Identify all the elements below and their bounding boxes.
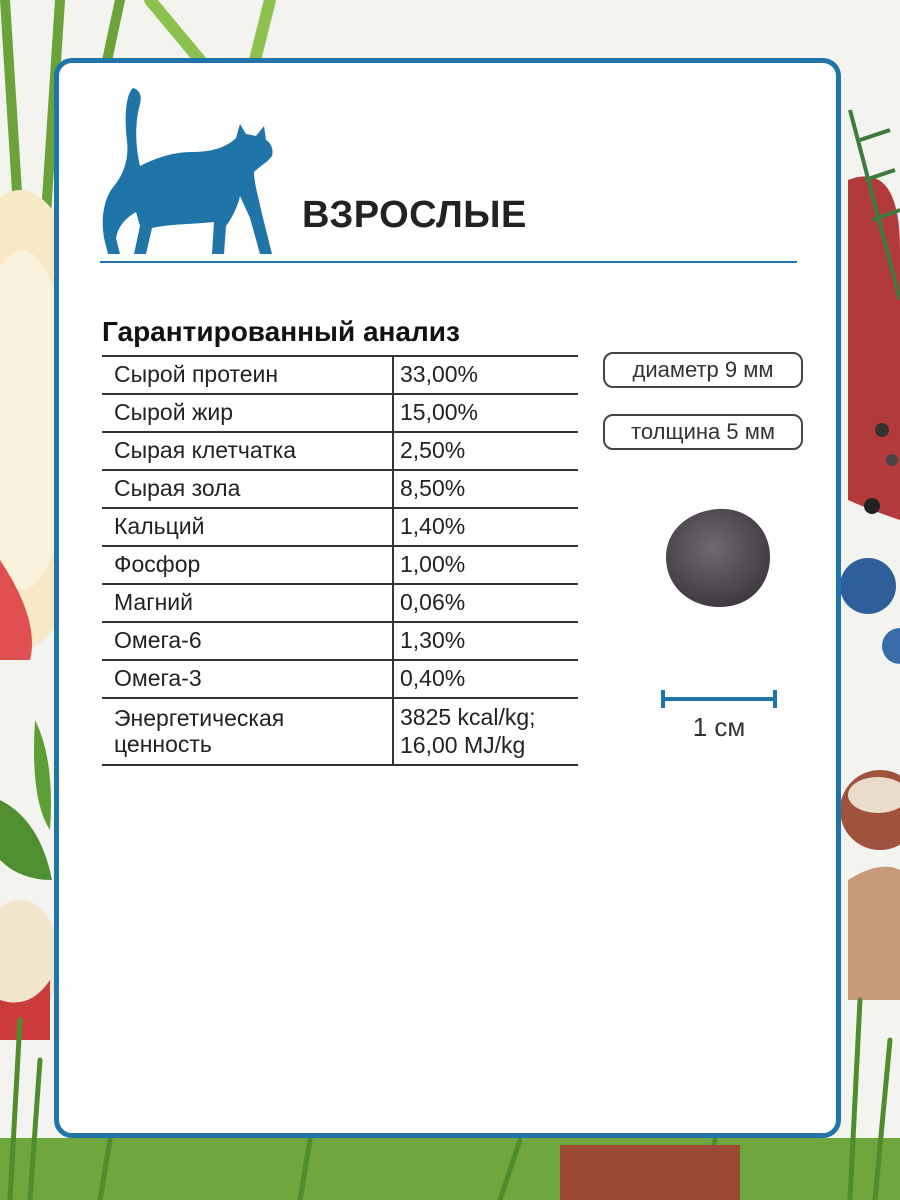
scale-label: 1 см — [692, 712, 746, 742]
nutrient-value: 2,50% — [393, 432, 578, 470]
cat-silhouette-icon — [100, 86, 285, 261]
table-row — [102, 660, 578, 698]
analysis-title: Гарантированный анализ — [102, 316, 460, 347]
nutrient-value: 33,00% — [393, 356, 578, 394]
nutrient-value: 8,50% — [393, 470, 578, 508]
table-row — [102, 546, 578, 584]
table-row — [102, 508, 578, 546]
nutrient-value: 1,40% — [393, 508, 578, 546]
nutrient-value: 0,06% — [393, 584, 578, 622]
nutrient-value: 0,40% — [393, 660, 578, 698]
diameter-badge: диаметр 9 мм — [603, 352, 803, 388]
nutrient-name: Магний — [102, 584, 393, 622]
nutrient-name: Сырой жир — [102, 394, 393, 432]
nutrient-name: Сырая клетчатка — [102, 432, 393, 470]
nutrient-name: Сырой протеин — [102, 356, 393, 394]
thickness-badge: толщина 5 мм — [603, 414, 803, 450]
nutrient-value: 1,30% — [393, 622, 578, 660]
energy-value-line-1: 3825 kcal/kg; — [400, 704, 536, 730]
table-row — [102, 622, 578, 660]
nutrient-value: 1,00% — [393, 546, 578, 584]
nutrient-name: Сырая зола — [102, 470, 393, 508]
energy-name-line-2: ценность — [114, 731, 212, 757]
page-title: ВЗРОСЛЫЕ — [302, 194, 527, 236]
scale-bar — [660, 688, 778, 710]
kibble-photo — [662, 505, 774, 609]
table-row — [102, 470, 578, 508]
nutrient-name: Кальций — [102, 508, 393, 546]
nutrient-name: Омега-6 — [102, 622, 393, 660]
table-row — [102, 432, 578, 470]
energy-name — [102, 698, 393, 765]
energy-value-line-2: 16,00 MJ/kg — [400, 732, 526, 758]
nutrient-name: Фосфор — [102, 546, 393, 584]
nutrient-name: Омега-3 — [102, 660, 393, 698]
energy-value — [393, 698, 578, 765]
nutrient-value: 15,00% — [393, 394, 578, 432]
title-divider — [100, 261, 797, 263]
table-row — [102, 584, 578, 622]
energy-name-line-1: Энергетическая — [114, 705, 285, 731]
table-row-energy — [102, 698, 578, 765]
table-row — [102, 394, 578, 432]
guaranteed-analysis-table — [102, 355, 578, 766]
table-row — [102, 356, 578, 394]
